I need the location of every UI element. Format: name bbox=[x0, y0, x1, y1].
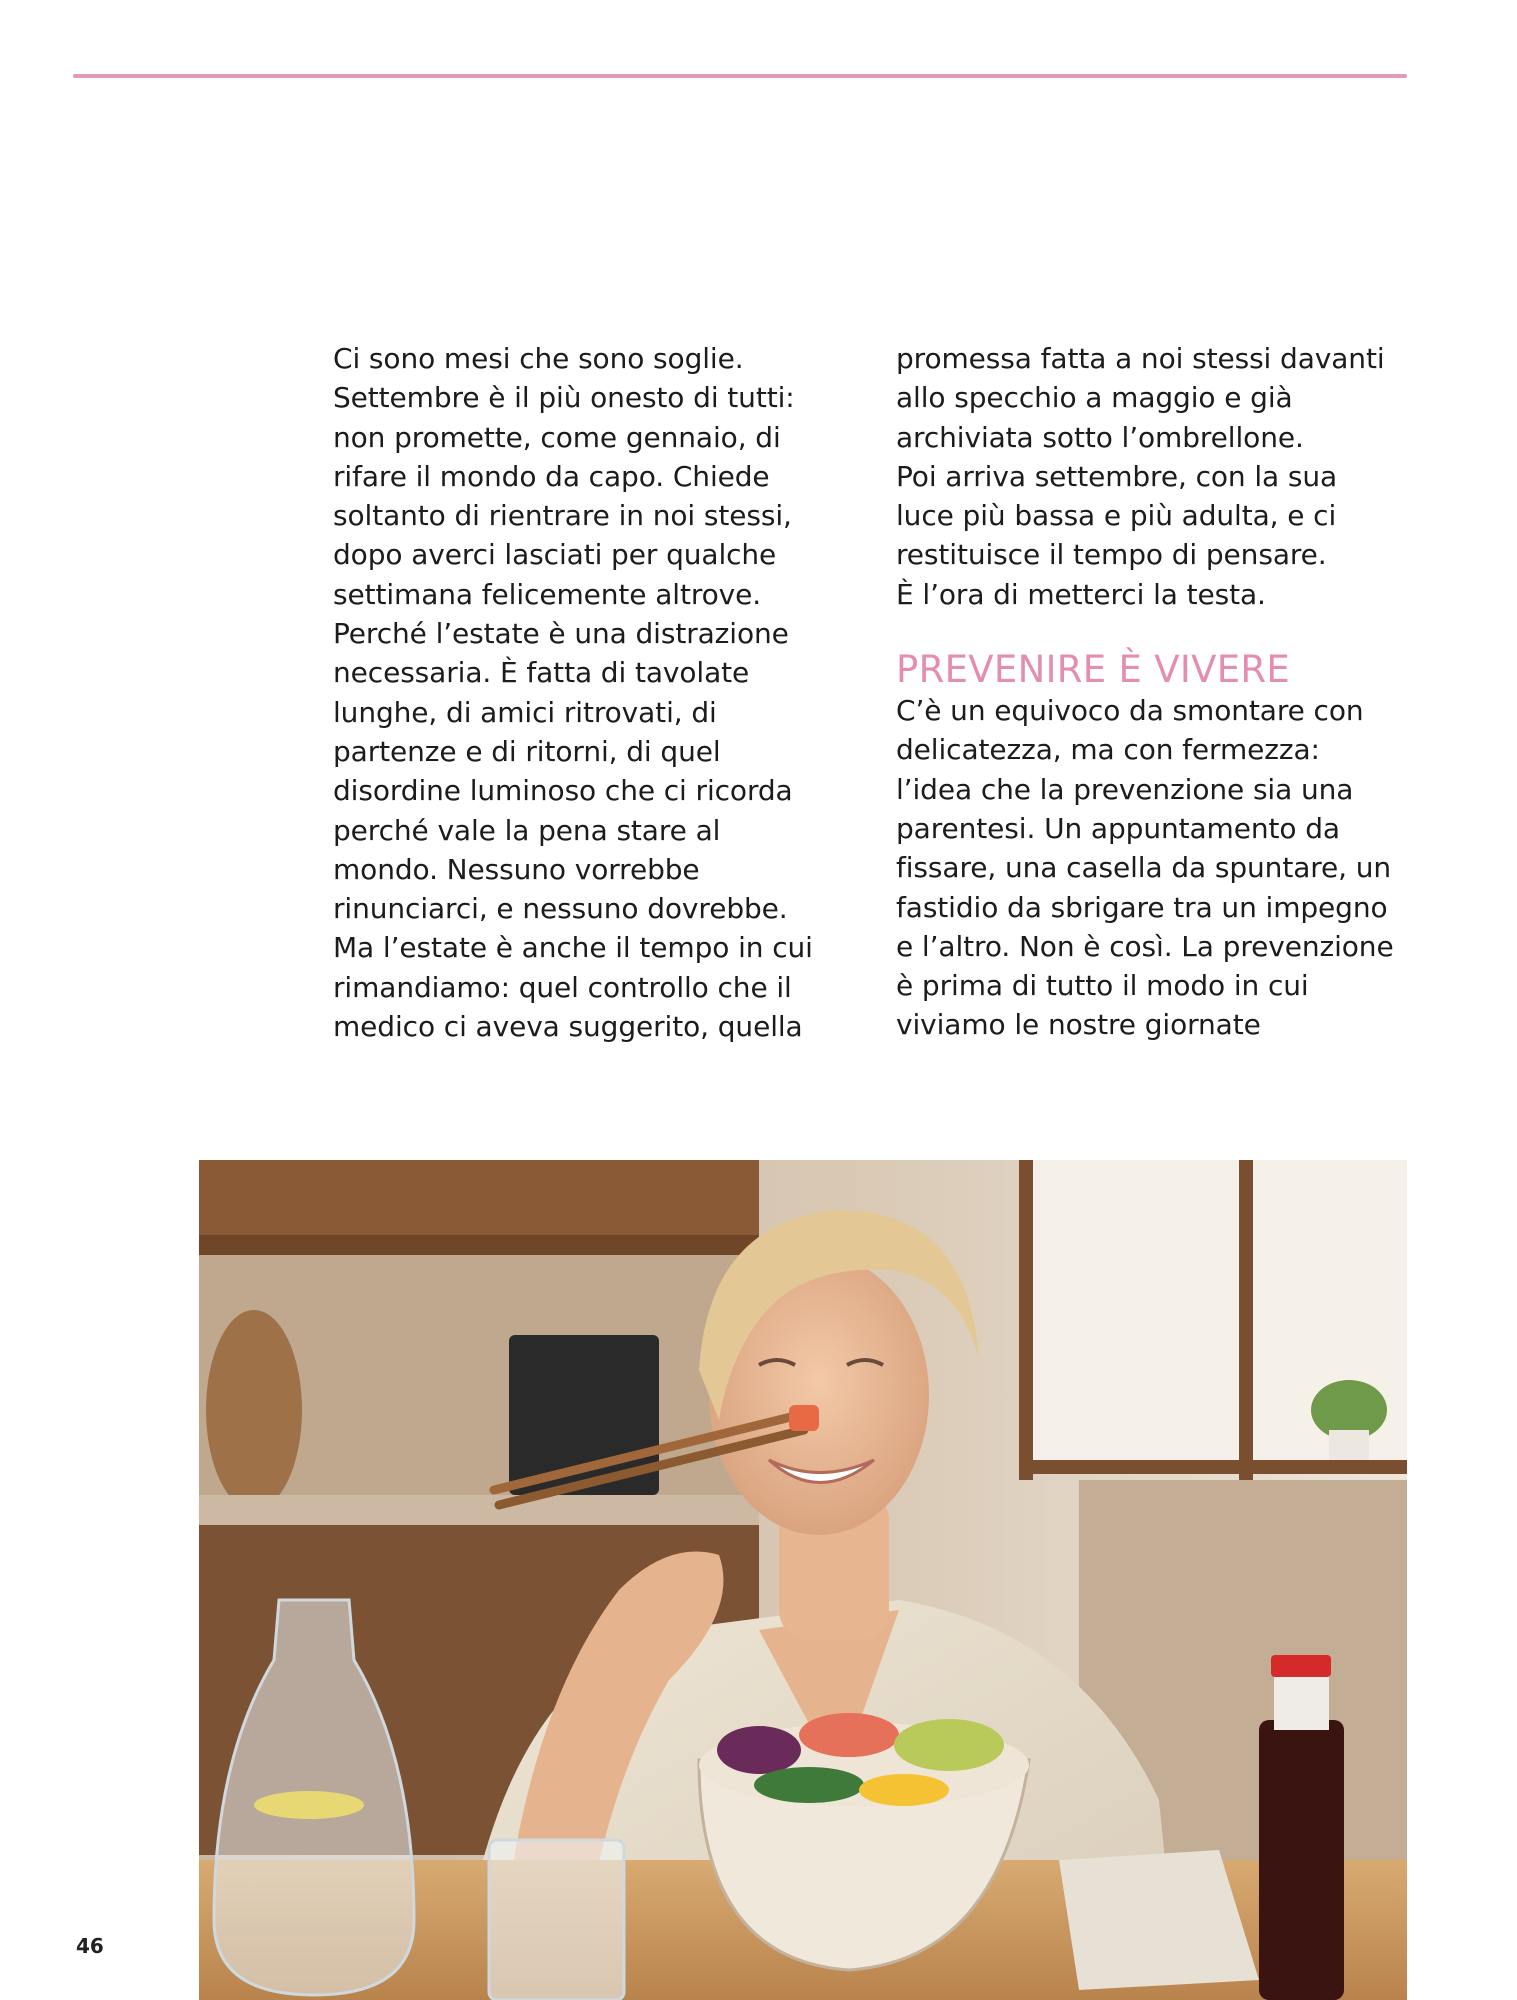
page-number: 46 bbox=[76, 1934, 104, 1958]
article-paragraph-right: promessa fatta a noi stessi davanti allo specchio a maggio e già archiviata sotto l’ombrellone. Poi arriva settembre, con la sua luce più bassa e più adulta, e ci restituisce il tempo di pensare. È l’ora di metterci la testa. bbox=[896, 342, 1385, 611]
article-column-left bbox=[333, 339, 853, 1046]
article-paragraph-right-2: C’è un equivoco da smontare con delicatezza, ma con fermezza: l’idea che la prevenzione sia una parentesi. Un appuntamento da fissare, una casella da spuntare, un fastidio da sbrigare tra un impegno e l’altro. Non è così. La prevenzione è prima di tutto il modo in cui viviamo le nostre giornate bbox=[896, 694, 1394, 1042]
photo-illustration bbox=[199, 1160, 1407, 2000]
photo-woman-eating-poke-bowl bbox=[199, 1160, 1407, 2000]
article-column-right bbox=[896, 339, 1421, 1045]
article-paragraph-left: Ci sono mesi che sono soglie. Settembre è il più onesto di tutti: non promette, come gennaio, di rifare il mondo da capo. Chiede soltanto di rientrare in noi stessi, dopo averci lasciati per qualche settimana felicemente altrove. Perché l’estate è una distrazione necessaria. È fatta di tavolate lunghe, di amici ritrovati, di partenze e di ritorni, di quel disordine luminoso che ci ricorda perché vale la pena stare al mondo. Nessuno vorrebbe rinunciarci, e nessuno dovrebbe. Ma l’estate è anche il tempo in cui rimandiamo: quel controllo che il medico ci aveva suggerito, quella bbox=[333, 342, 813, 1044]
section-subheading: PREVENIRE È VIVERE bbox=[896, 648, 1291, 692]
top-accent-rule bbox=[73, 74, 1407, 78]
